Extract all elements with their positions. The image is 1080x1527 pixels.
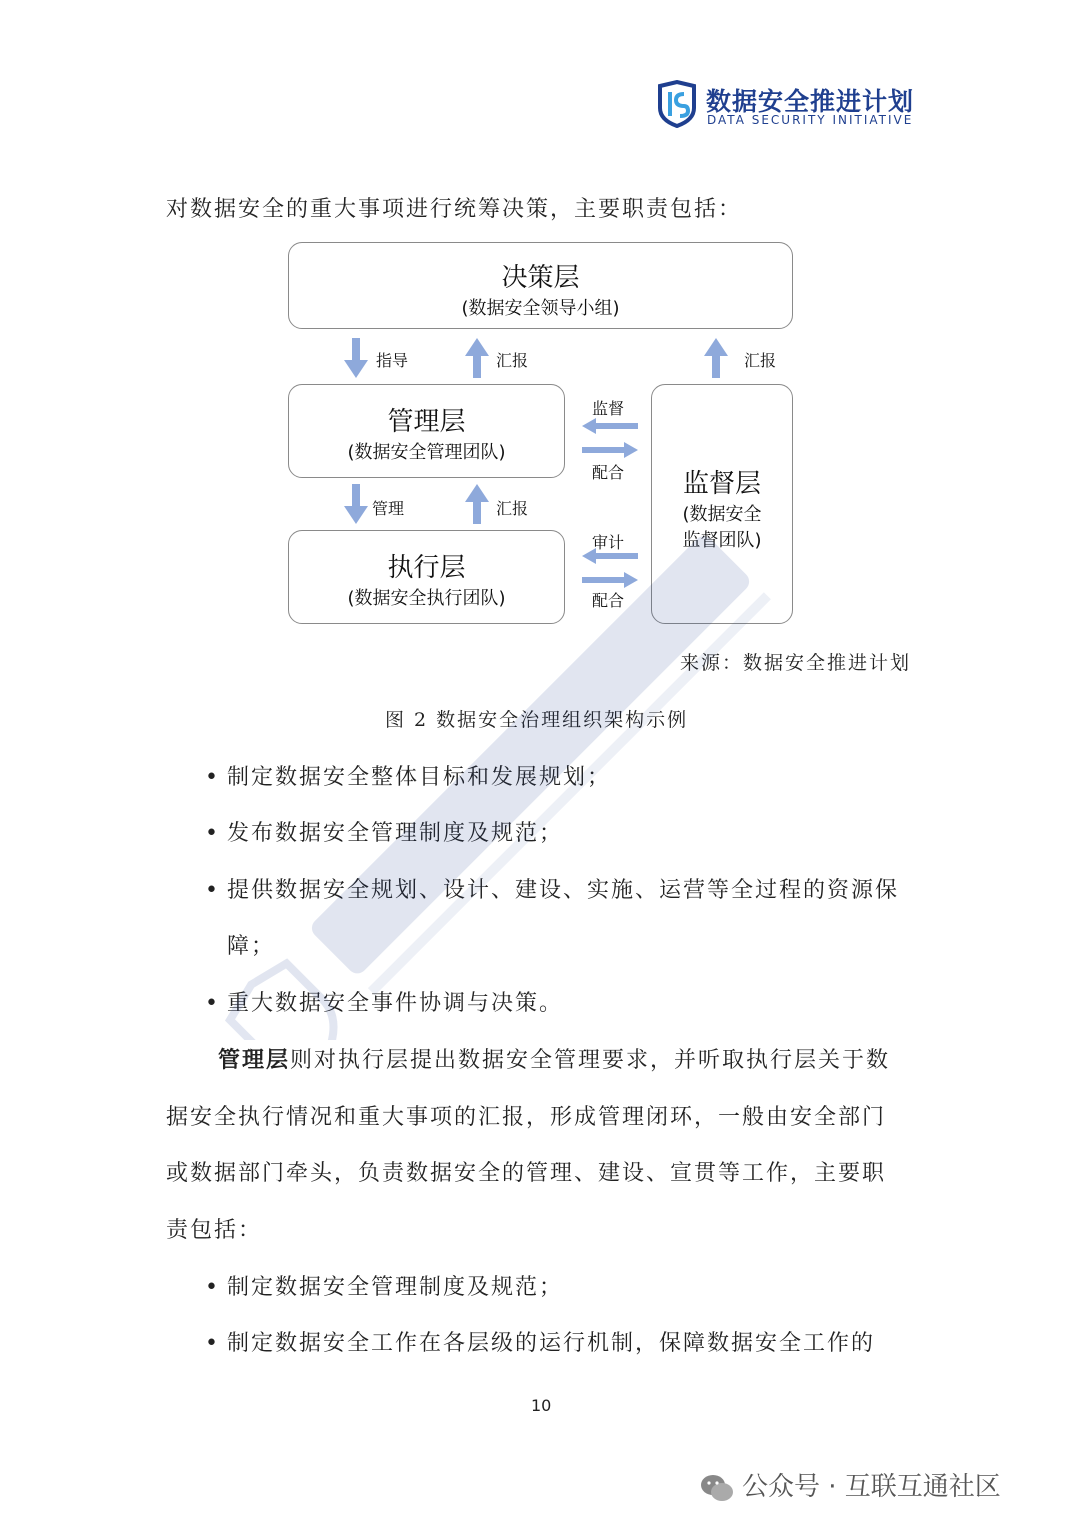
- management-layer-box: [288, 384, 565, 478]
- management-para-line-2: 据安全执行情况和重大事项的汇报，形成管理闭环，一般由安全部门: [166, 1105, 887, 1130]
- footer: [700, 1466, 1001, 1503]
- label-report-supervision: 汇报: [744, 351, 777, 370]
- bullet-dot: •: [205, 765, 220, 790]
- list-item: • 提供数据安全规划、设计、建设、实施、运营等全过程的资源保: [205, 878, 900, 903]
- execution-layer-name: 执行层: [387, 553, 466, 583]
- header-logo: [656, 80, 916, 130]
- label-supervise: 监督: [592, 399, 625, 418]
- list-item: • 制定数据安全工作在各层级的运行机制，保障数据安全工作的: [205, 1331, 876, 1356]
- management-bold-lead: 管理层: [218, 1047, 291, 1073]
- decision-layer-desc: (数据安全领导小组): [461, 298, 620, 319]
- list-item: • 重大数据安全事件协调与决策。: [205, 991, 564, 1016]
- arrow-down-icon: [344, 484, 368, 524]
- bullet-dot: •: [205, 1275, 220, 1300]
- label-cooperate-2: 配合: [592, 591, 625, 610]
- management-para-line-1: 管理层则对执行层提出数据安全管理要求，并听取执行层关于数: [218, 1047, 891, 1073]
- arrow-up-icon: [704, 338, 728, 378]
- page-number: 10: [531, 1396, 552, 1415]
- management-para-line-4: 责包括：: [166, 1218, 263, 1243]
- decision-layer-name: 决策层: [501, 263, 580, 293]
- label-audit: 审计: [592, 533, 625, 552]
- list-item: • 发布数据安全管理制度及规范；: [205, 821, 564, 846]
- arrow-up-icon: [465, 484, 489, 524]
- management-para-line-3: 或数据部门牵头，负责数据安全的管理、建设、宣贯等工作，主要职: [166, 1161, 887, 1186]
- management-layer-name: 管理层: [387, 407, 466, 437]
- bullet-dot: •: [205, 878, 220, 903]
- bidirectional-arrow-icon: [582, 418, 638, 458]
- intro-text: 对数据安全的重大事项进行统筹决策，主要职责包括：: [166, 197, 743, 222]
- logo-title: 数据安全推进计划: [706, 87, 915, 116]
- footer-text: 公众号 · 互联互通社区: [742, 1472, 1001, 1502]
- label-manage: 管理: [372, 499, 405, 518]
- list-item: • 制定数据安全整体目标和发展规划；: [205, 765, 612, 790]
- arrow-down-icon: [344, 338, 368, 378]
- figure-caption: 图 2 数据安全治理组织架构示例: [385, 709, 689, 731]
- arrow-up-icon: [465, 338, 489, 378]
- label-report-2: 汇报: [496, 499, 529, 518]
- execution-layer-box: [288, 530, 565, 624]
- bidirectional-arrow-icon: [582, 548, 638, 588]
- diagram-source: 来源：数据安全推进计划: [680, 652, 912, 674]
- label-cooperate-1: 配合: [592, 463, 625, 482]
- logo-subtitle: DATA SECURITY INITIATIVE: [707, 113, 914, 127]
- execution-layer-desc: (数据安全执行团队): [347, 588, 506, 609]
- supervision-layer-box: [651, 384, 793, 624]
- bullet-dot: •: [205, 821, 220, 846]
- supervision-layer-desc-1: (数据安全: [682, 504, 762, 525]
- shield-logo-icon: [656, 80, 698, 128]
- label-report-1: 汇报: [496, 351, 529, 370]
- supervision-layer-desc-2: 监督团队): [682, 530, 762, 551]
- bullet-dot: •: [205, 991, 220, 1016]
- supervision-layer-name: 监督层: [682, 469, 761, 499]
- bullet-dot: •: [205, 1331, 220, 1356]
- label-guide: 指导: [376, 351, 409, 370]
- decision-layer-box: [288, 242, 793, 329]
- wechat-icon: [700, 1473, 734, 1503]
- management-layer-desc: (数据安全管理团队): [347, 442, 506, 463]
- list-item-continuation: 障；: [227, 934, 276, 959]
- list-item: • 制定数据安全管理制度及规范；: [205, 1275, 564, 1300]
